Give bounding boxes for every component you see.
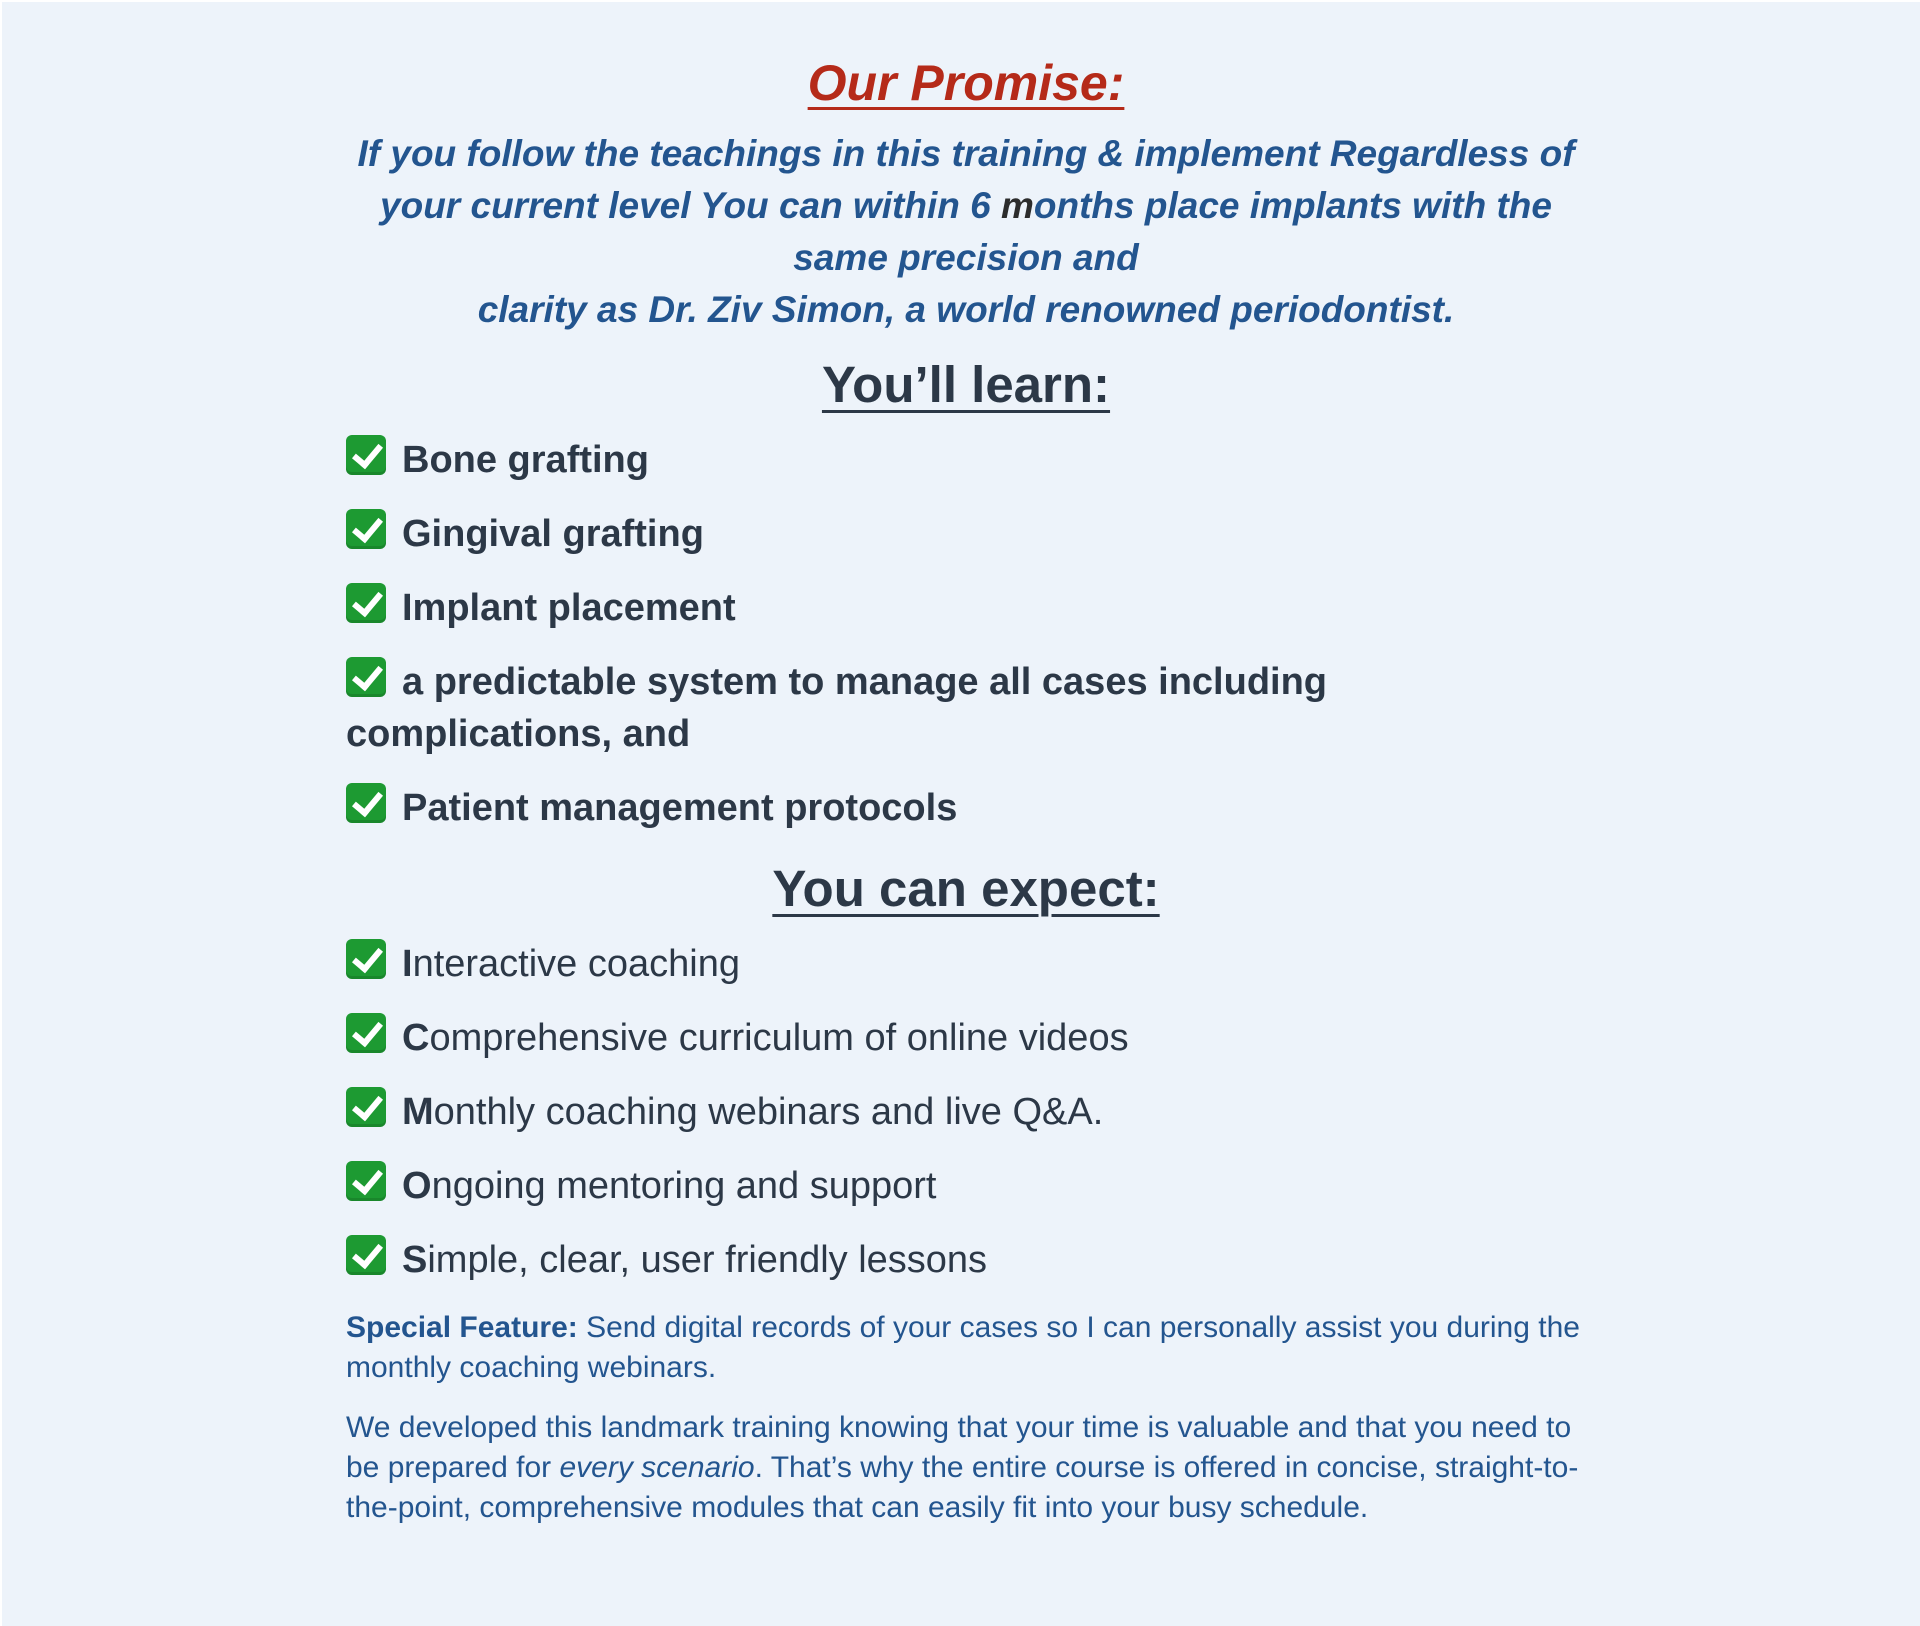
learn-heading: You’ll learn: <box>821 356 1111 413</box>
learn-list <box>346 434 1586 834</box>
content-column <box>346 2 1586 1528</box>
check-mark-icon <box>346 783 386 823</box>
learn-item-implant-placement <box>346 582 1586 634</box>
expect-item-curriculum <box>346 1012 1586 1064</box>
check-mark-icon <box>346 657 386 697</box>
expect-item-lessons <box>346 1234 1586 1286</box>
check-mark-icon <box>346 939 386 979</box>
expect-item-interactive-coaching <box>346 938 1586 990</box>
check-mark-icon <box>346 435 386 475</box>
check-mark-icon <box>346 509 386 549</box>
expect-item-webinars <box>346 1086 1586 1138</box>
expect-item-initial: I <box>402 943 413 985</box>
learn-item-patient-management <box>346 782 1586 834</box>
expect-item-initial: M <box>402 1091 434 1133</box>
expect-item-label: ngoing mentoring and support <box>431 1165 937 1207</box>
special-feature-label: Special Feature: <box>346 1311 578 1344</box>
learn-item-gingival-grafting <box>346 508 1586 560</box>
expect-item-initial: C <box>402 1017 430 1059</box>
expect-item-mentoring <box>346 1160 1586 1212</box>
expect-item-initial: S <box>402 1239 428 1281</box>
promise-title: Our Promise: <box>807 55 1125 111</box>
closing-text-before: We developed this landmark training knowing that your time is valuable and that you need to be prepared for <box>346 1411 1572 1484</box>
learn-item-label-line-2: complications, and <box>346 713 691 755</box>
promise-statement <box>346 128 1586 336</box>
check-mark-icon <box>346 1087 386 1127</box>
learn-item-label: Bone grafting <box>402 439 649 481</box>
expect-item-label: imple, clear, user friendly lessons <box>427 1239 988 1281</box>
expect-item-label: onthly coaching webinars and live Q&A. <box>433 1091 1104 1133</box>
promise-line-1: If you follow the teachings in this training & implement Regardless of <box>357 133 1575 174</box>
learn-item-label: Gingival grafting <box>402 513 704 555</box>
learn-item-label: Implant placement <box>402 587 736 629</box>
expect-heading: You can expect: <box>772 860 1160 917</box>
promise-line-3: same precision and <box>793 237 1139 278</box>
learn-item-label-line-1: a predictable system to manage all cases including <box>402 661 1328 703</box>
special-feature-text: Send digital records of your cases so I can personally assist you during the monthly coaching webinars. <box>346 1311 1580 1384</box>
special-feature-paragraph <box>346 1308 1586 1388</box>
check-mark-icon <box>346 583 386 623</box>
promise-line-2b: m <box>1000 185 1034 226</box>
expect-list <box>346 938 1586 1286</box>
check-mark-icon <box>346 1161 386 1201</box>
learn-item-predictable-system <box>346 656 1586 760</box>
learn-item-bone-grafting <box>346 434 1586 486</box>
promise-line-2a: your current level You can within 6 <box>380 185 1001 226</box>
expect-item-label: omprehensive curriculum of online videos <box>429 1017 1129 1059</box>
promise-line-2c: onths place implants with the <box>1033 185 1552 226</box>
check-mark-icon <box>346 1013 386 1053</box>
closing-text-after: . That’s why the entire course is offered in concise, straight-to-the-point, comprehensive modules that can easily fit into your busy schedule. <box>346 1451 1579 1524</box>
expect-item-initial: O <box>402 1165 432 1207</box>
closing-paragraph <box>346 1408 1586 1528</box>
check-mark-icon <box>346 1235 386 1275</box>
closing-emphasis: every scenario <box>559 1451 755 1484</box>
promise-line-4: clarity as Dr. Ziv Simon, a world renowned periodontist. <box>477 289 1455 330</box>
learn-item-label: Patient management protocols <box>402 787 958 829</box>
expect-item-label: nteractive coaching <box>412 943 740 985</box>
